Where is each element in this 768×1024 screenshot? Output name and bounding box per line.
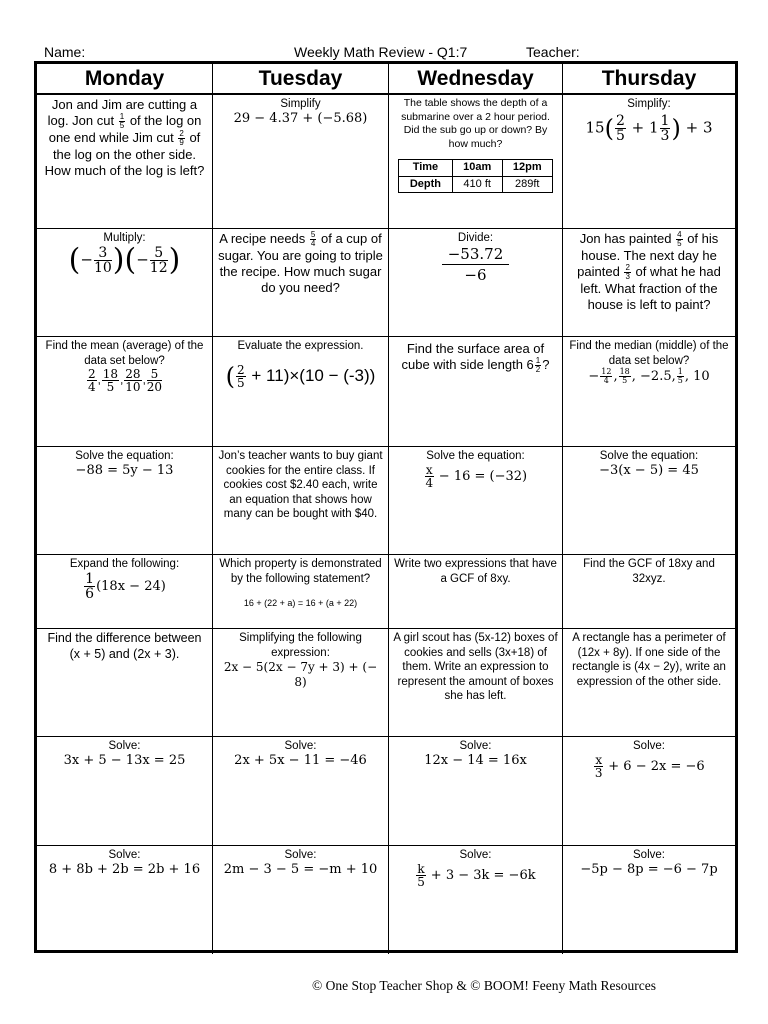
problem-text: A recipe needs [219, 231, 306, 246]
problem-text: Jon has painted [579, 231, 672, 246]
math-expression: $\frac{x}{4}$ − 16 = (−32) [425, 462, 528, 490]
fraction: $\frac{1}{5}$ [119, 112, 125, 131]
cell-r8-monday [37, 846, 213, 954]
copyright-footer: © One Stop Teacher Shop & © BOOM! Feeny Math Resources [312, 978, 657, 993]
problem-text: Find the surface area of cube with side length 6 [401, 341, 545, 372]
cell-r2-thursday: Jon has painted $\frac{4}{5}$ of his house. The next day he painted $\frac{2}{3}$ of what he had left. What fraction of the house is left to paint? [563, 229, 735, 337]
math-expression: 29 − 4.37 + (−5.68) [233, 110, 368, 126]
problem-label: Solve: [459, 740, 492, 752]
cell-r5-monday [37, 555, 213, 629]
cell-r8-wednesday [389, 846, 563, 954]
math-expression: 15( $\frac{2}{5}$ + 1 $\frac{1}{3}$ ) + 3 [585, 112, 713, 144]
cell-r6-tuesday [213, 629, 389, 737]
cell-r3-tuesday [213, 337, 389, 447]
review-grid [34, 61, 738, 953]
cell-r7-tuesday [213, 737, 389, 846]
problem-text: Find the GCF of 18xy and 32xyz. [583, 558, 715, 585]
math-expression: 8 + 8b + 2b = 2b + 16 [48, 861, 201, 877]
problem-label: Simplify: [627, 98, 671, 110]
fraction: $\frac{2}{9}$ [179, 129, 184, 148]
cell-r1-wednesday [389, 95, 563, 229]
teacher-label: Teacher: [526, 44, 580, 60]
problem-text: Jon’s teacher wants to buy giant cookies for the entire class. If cookies cost $2.40 each, write an equation that shows how many can be bought with $40. [218, 450, 383, 520]
data-set: $\frac{2}{4}$ , $\frac{18}{5}$ , $\frac{28}{10}$ , $\frac{5}{20}$ [87, 367, 163, 394]
cell-r2-wednesday [389, 229, 563, 337]
math-expression: $\frac{-53.72}{-6}$ [393, 247, 558, 283]
worksheet-title: Weekly Math Review - Q1:7 [294, 44, 468, 60]
cell-r3-monday [37, 337, 213, 447]
day-thursday: Thursday [563, 64, 735, 95]
math-expression: $\frac{x}{3}$ + 6 − 2x = −6 [594, 752, 705, 780]
worksheet-header [44, 44, 724, 62]
problem-label: Solve: [459, 849, 492, 861]
cell-r2-tuesday: A recipe needs $\frac{5}{4}$ of a cup of sugar. You are going to triple the recipe. How much sugar do you need? [213, 229, 389, 337]
cell-r2-monday [37, 229, 213, 337]
math-expression: $\frac{1}{6}$ (18x − 24) [85, 570, 166, 602]
cell-r5-thursday [563, 555, 735, 629]
problem-text: of the log on the other side. How much of the log is left? [44, 130, 205, 179]
cell-r3-wednesday: Find the surface area of cube with side length 6 $\frac{1}{2}$ ? [389, 337, 563, 447]
day-wednesday: Wednesday [389, 64, 563, 95]
problem-text: of what he had left. What fraction of the house is left to paint? [580, 264, 721, 313]
day-monday: Monday [37, 64, 213, 95]
day-tuesday: Tuesday [213, 64, 389, 95]
math-expression: 3x + 5 − 13x = 25 [63, 752, 186, 768]
problem-label: Solve: [108, 849, 141, 861]
cell-r8-thursday [563, 846, 735, 954]
cell-r4-monday [37, 447, 213, 555]
problem-label: Solve: [108, 740, 141, 752]
problem-label: Expand the following: [69, 558, 180, 570]
problem-label: Simplifying the following expression: [239, 632, 362, 659]
problem-text: Find the difference between (x + 5) and (2x + 3). [47, 631, 202, 661]
cell-r7-monday [37, 737, 213, 846]
cell-r4-wednesday [389, 447, 563, 555]
problem-text: Which property is demonstrated by the following statement? [219, 558, 382, 585]
problem-label: Solve the equation: [426, 450, 525, 462]
cell-r4-tuesday [213, 447, 389, 555]
cell-r7-wednesday [389, 737, 563, 846]
problem-label: Solve: [633, 849, 665, 861]
cell-r5-wednesday [389, 555, 563, 629]
problem-label: Solve: [633, 740, 665, 752]
cell-r1-thursday [563, 95, 735, 229]
math-expression: −3(x − 5) = 45 [599, 462, 699, 478]
math-expression: (− $\frac{3}{10}$ )(− $\frac{5}{12}$ ) [68, 241, 181, 277]
problem-text: Jon and Jim are cutting a log. Jon cut [47, 97, 198, 128]
math-expression: 2x + 5x − 11 = −46 [234, 752, 367, 768]
problem-label: Simplify [280, 98, 321, 110]
depth-table: Time 10am 12pm Depth 410 ft 289ft [398, 159, 553, 193]
problem-text: Find the median (middle) of the data set below? [569, 340, 729, 367]
cell-r8-tuesday [213, 846, 389, 954]
cell-r1-tuesday [213, 95, 389, 229]
cell-r6-thursday [563, 629, 735, 737]
problem-label: Evaluate the expression. [237, 340, 364, 352]
math-expression: $\frac{k}{5}$ + 3 − 3k = −6k [417, 861, 536, 889]
problem-label: Solve the equation: [599, 450, 699, 462]
cell-r5-tuesday [213, 555, 389, 629]
problem-text: The table shows the depth of a submarine over a 2 hour period. Did the sub go up or down? By how much? [401, 97, 550, 150]
cell-r3-thursday [563, 337, 735, 447]
name-label: Name: [44, 44, 86, 60]
problem-text: of his house. The next day he painted [577, 231, 719, 280]
cell-r1-monday [37, 95, 213, 229]
cell-r7-thursday [563, 737, 735, 846]
problem-label: Solve the equation: [75, 450, 174, 462]
property-statement: 16 + (22 + a) = 16 + (a + 22) [243, 598, 358, 608]
math-expression: 2m − 3 − 5 = −m + 10 [223, 861, 378, 877]
problem-text: Find the mean (average) of the data set below? [45, 340, 204, 367]
cell-r4-thursday [563, 447, 735, 555]
problem-text: Write two expressions that have a GCF of 8xy. [394, 558, 557, 585]
problem-label: Solve: [284, 849, 317, 861]
problem-label: Multiply: [103, 232, 146, 244]
cell-r6-monday [37, 629, 213, 737]
math-expression: 12x − 14 = 16x [424, 752, 527, 768]
math-expression: −88 = 5y − 13 [75, 462, 174, 478]
problem-text: A girl scout has (5x-12) boxes of cookies and sells (3x+18) of them. Write an expression to represent the amount of boxes she has left. [393, 632, 558, 702]
data-set: − $\frac{12}{4}$ , $\frac{18}{5}$ , −2.5, $\frac{1}{5}$ , 10 [588, 367, 710, 385]
problem-text: of a cup of sugar. You are going to triple the recipe. How much sugar do you need? [218, 231, 383, 296]
problem-text: of the log on one end while Jim cut [48, 113, 202, 146]
math-expression: 2x − 5(2x − 7y + 3) + (− 8) [223, 660, 378, 689]
cell-r6-wednesday [389, 629, 563, 737]
problem-label: Divide: [457, 232, 494, 244]
math-expression: −5p − 8p = −6 − 7p [580, 861, 718, 877]
problem-label: Solve: [284, 740, 317, 752]
problem-text: A rectangle has a perimeter of (12x + 8y). If one side of the rectangle is (4x − 2y), write an expression of the other side. [572, 632, 726, 688]
math-expression: ( $\frac{2}{5}$ + 11)×(10 − (-3)) [225, 361, 376, 390]
